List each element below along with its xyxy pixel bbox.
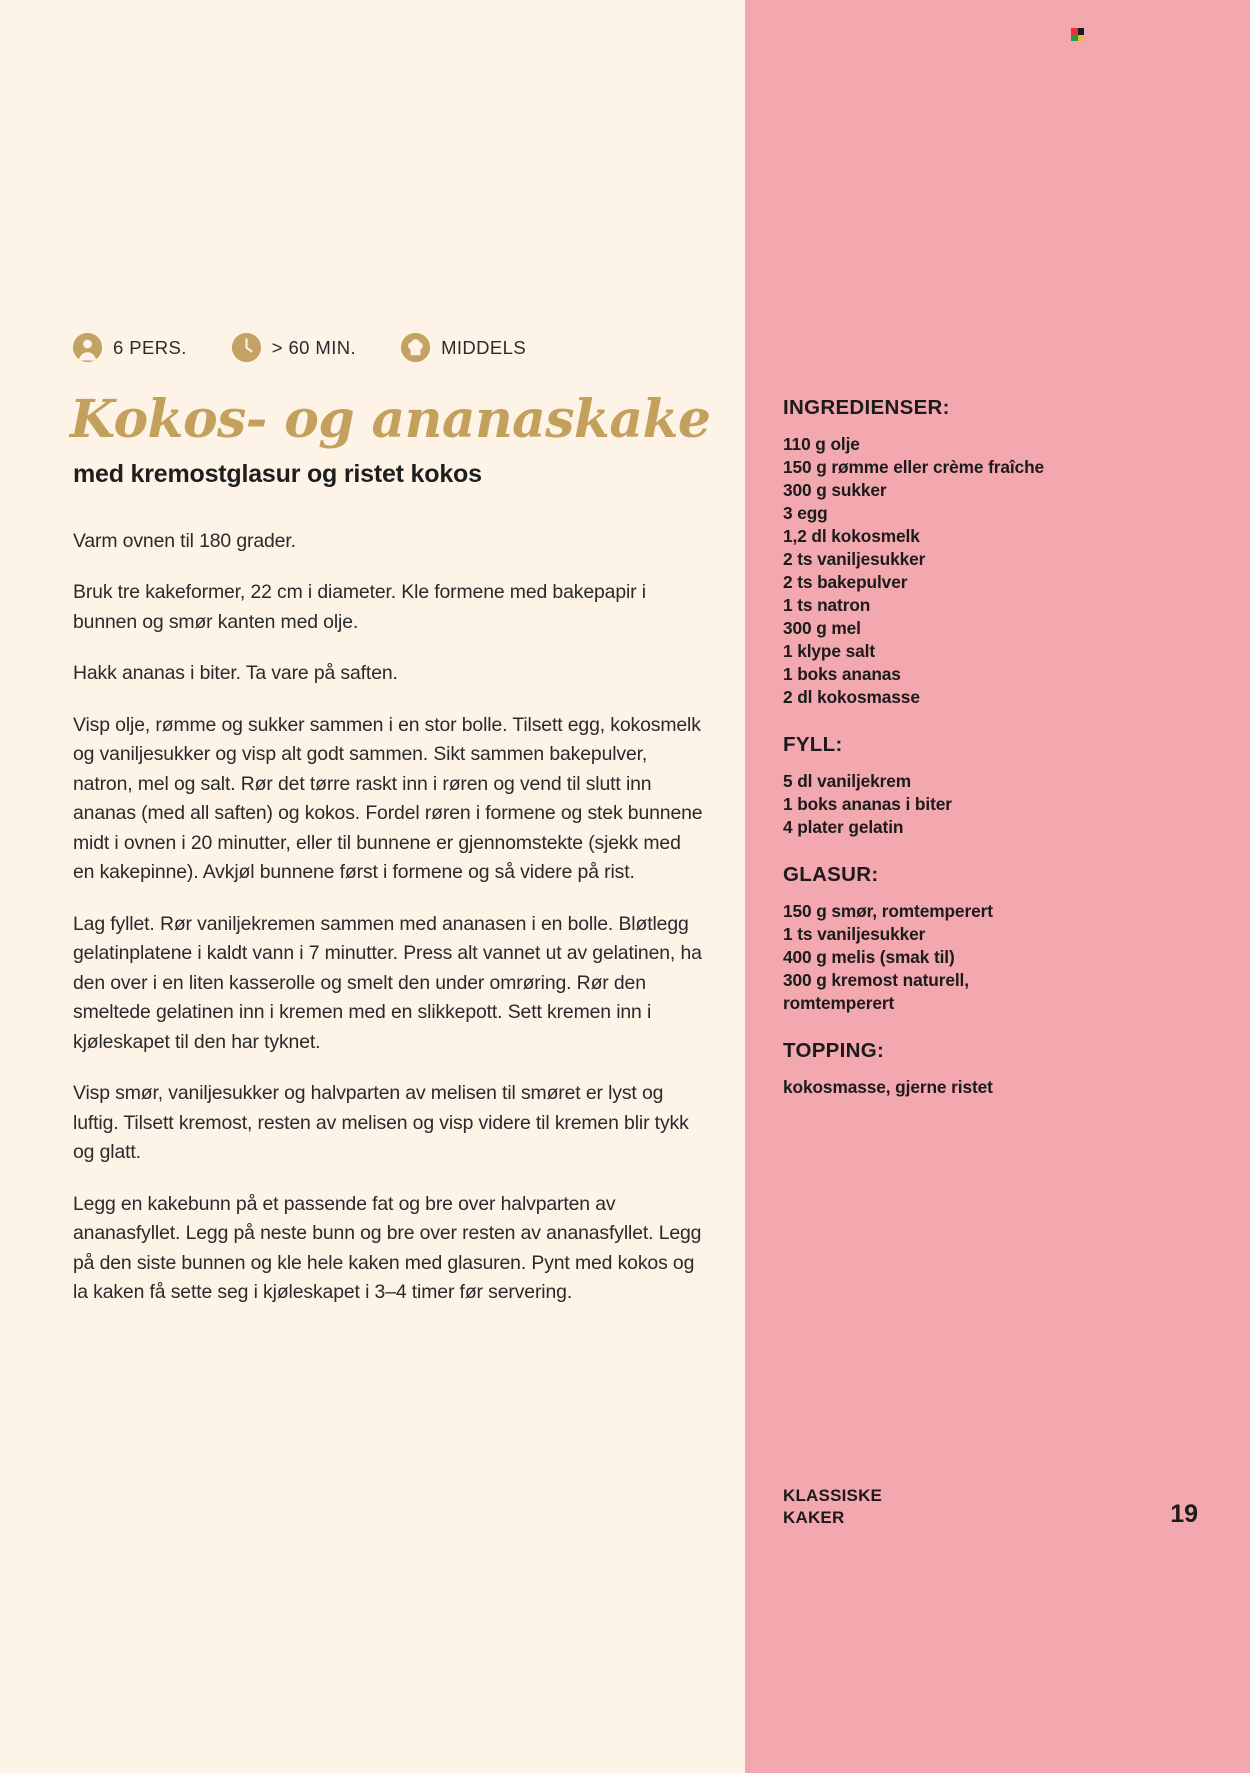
recipe-subtitle: med kremostglasur og ristet kokos xyxy=(73,460,482,488)
recipe-step: Legg en kakebunn på et passende fat og bre over halvparten av ananasfyllet. Legg på neste bunn og bre over resten av ananasfyllet. Legg på den siste bunnen og kle hele kaken med glasuren. Pynt med kokos og la kaken få sette seg i kjøleskapet i 3–4 timer før servering. xyxy=(73,1192,702,1304)
ingredient-group-fyll xyxy=(783,733,1083,839)
ingredient-item: romtemperert xyxy=(783,993,895,1013)
ingredient-item: 300 g mel xyxy=(783,618,861,638)
meta-difficulty-label: MIDDELS xyxy=(441,336,527,358)
ingredient-group-heading: GLASUR: xyxy=(783,863,879,886)
ingredient-item: 150 g smør, romtemperert xyxy=(783,901,993,921)
recipe-step: Hakk ananas i biter. Ta vare på saften. xyxy=(73,662,398,685)
recipe-step: Bruk tre kakeformer, 22 cm i diameter. Kle formene med bakepapir i bunnen og smør kanten med olje. xyxy=(73,581,646,633)
ingredient-item: kokosmasse, gjerne ristet xyxy=(783,1077,993,1097)
recipe-step: Lag fyllet. Rør vaniljekremen sammen med ananasen i en bolle. Bløtlegg gelatinplatene i kaldt vann i 7 minutter. Press alt vannet ut av gelatinen, ha den over i en liten kasserolle og smelt den under omrøring. Rør den smeltede gelatinen inn i kremen med en slikkepott. Sett kremen inn i kjøleskapet til den har tyknet. xyxy=(73,912,702,1053)
ingredient-item: 2 dl kokosmasse xyxy=(783,687,920,707)
ingredient-item: 1 ts natron xyxy=(783,595,871,615)
ingredient-item: 1 boks ananas xyxy=(783,664,901,684)
chef-hat-icon xyxy=(401,333,430,362)
recipe-meta-row xyxy=(73,333,526,362)
ingredient-item: 1 ts vaniljesukker xyxy=(783,924,926,944)
ingredient-item: 1,2 dl kokosmelk xyxy=(783,526,920,546)
ingredient-item: 2 ts vaniljesukker xyxy=(783,549,926,569)
recipe-step: Visp olje, rømme og sukker sammen i en stor bolle. Tilsett egg, kokosmelk og vaniljesukker og visp alt godt sammen. Sikt sammen bakepulver, natron, mel og salt. Rør det tørre raskt inn i røren og vend til slutt inn ananas (med all saften) og kokos. Fordel røren i formene og stek bunnene midt i ovnen i 20 minutter, eller til bunnene er gjennomstekte (sjekk med en kakepinne). Avkjøl bunnene først i formene og så videre på rist. xyxy=(73,713,703,884)
clock-icon xyxy=(232,333,261,362)
ingredient-item: 300 g kremost naturell, xyxy=(783,970,969,990)
ingredient-item: 110 g olje xyxy=(783,434,860,454)
ingredient-item: 1 boks ananas i biter xyxy=(783,794,952,814)
meta-servings xyxy=(73,333,187,362)
ingredients-list xyxy=(783,396,1083,1099)
meta-time-label: > 60 MIN. xyxy=(271,336,357,358)
ingredient-group-heading: TOPPING: xyxy=(783,1039,885,1062)
ingredient-item: 5 dl vaniljekrem xyxy=(783,771,912,791)
person-icon xyxy=(73,333,102,362)
page-number: 19 xyxy=(1170,1500,1198,1529)
recipe-step: Varm ovnen til 180 grader. xyxy=(73,530,296,552)
ingredient-group-heading: FYLL: xyxy=(783,733,843,756)
ingredient-item: 150 g rømme eller crème fraîche xyxy=(783,457,1045,477)
ingredient-item: 300 g sukker xyxy=(783,480,887,500)
ingredient-group-glasur xyxy=(783,863,1083,1015)
ingredient-item: 4 plater gelatin xyxy=(783,817,904,837)
footer-section-line1: KLASSISKE xyxy=(783,1486,883,1505)
ingredient-item: 2 ts bakepulver xyxy=(783,572,908,592)
ingredient-item: 400 g melis (smak til) xyxy=(783,947,955,967)
page-footer xyxy=(783,1485,1203,1529)
color-registration-marks xyxy=(1071,28,1084,41)
ingredient-item: 1 klype salt xyxy=(783,641,875,661)
meta-servings-label: 6 PERS. xyxy=(113,336,187,358)
ingredient-group-heading: INGREDIENSER: xyxy=(783,396,950,419)
meta-difficulty xyxy=(401,333,526,362)
footer-section-label xyxy=(783,1485,882,1529)
ingredient-group-ingredienser xyxy=(783,396,1083,709)
meta-time xyxy=(232,333,356,362)
ingredient-item: 3 egg xyxy=(783,503,828,523)
recipe-steps xyxy=(73,527,705,1308)
recipe-title: Kokos- og ananaskake xyxy=(70,389,711,450)
footer-section-line2: KAKER xyxy=(783,1508,845,1528)
ingredient-group-topping xyxy=(783,1039,1083,1099)
recipe-step: Visp smør, vaniljesukker og halvparten av melisen til smøret er lyst og luftig. Tilsett kremost, resten av melisen og visp videre til kremen blir tykk og glatt. xyxy=(73,1082,689,1164)
